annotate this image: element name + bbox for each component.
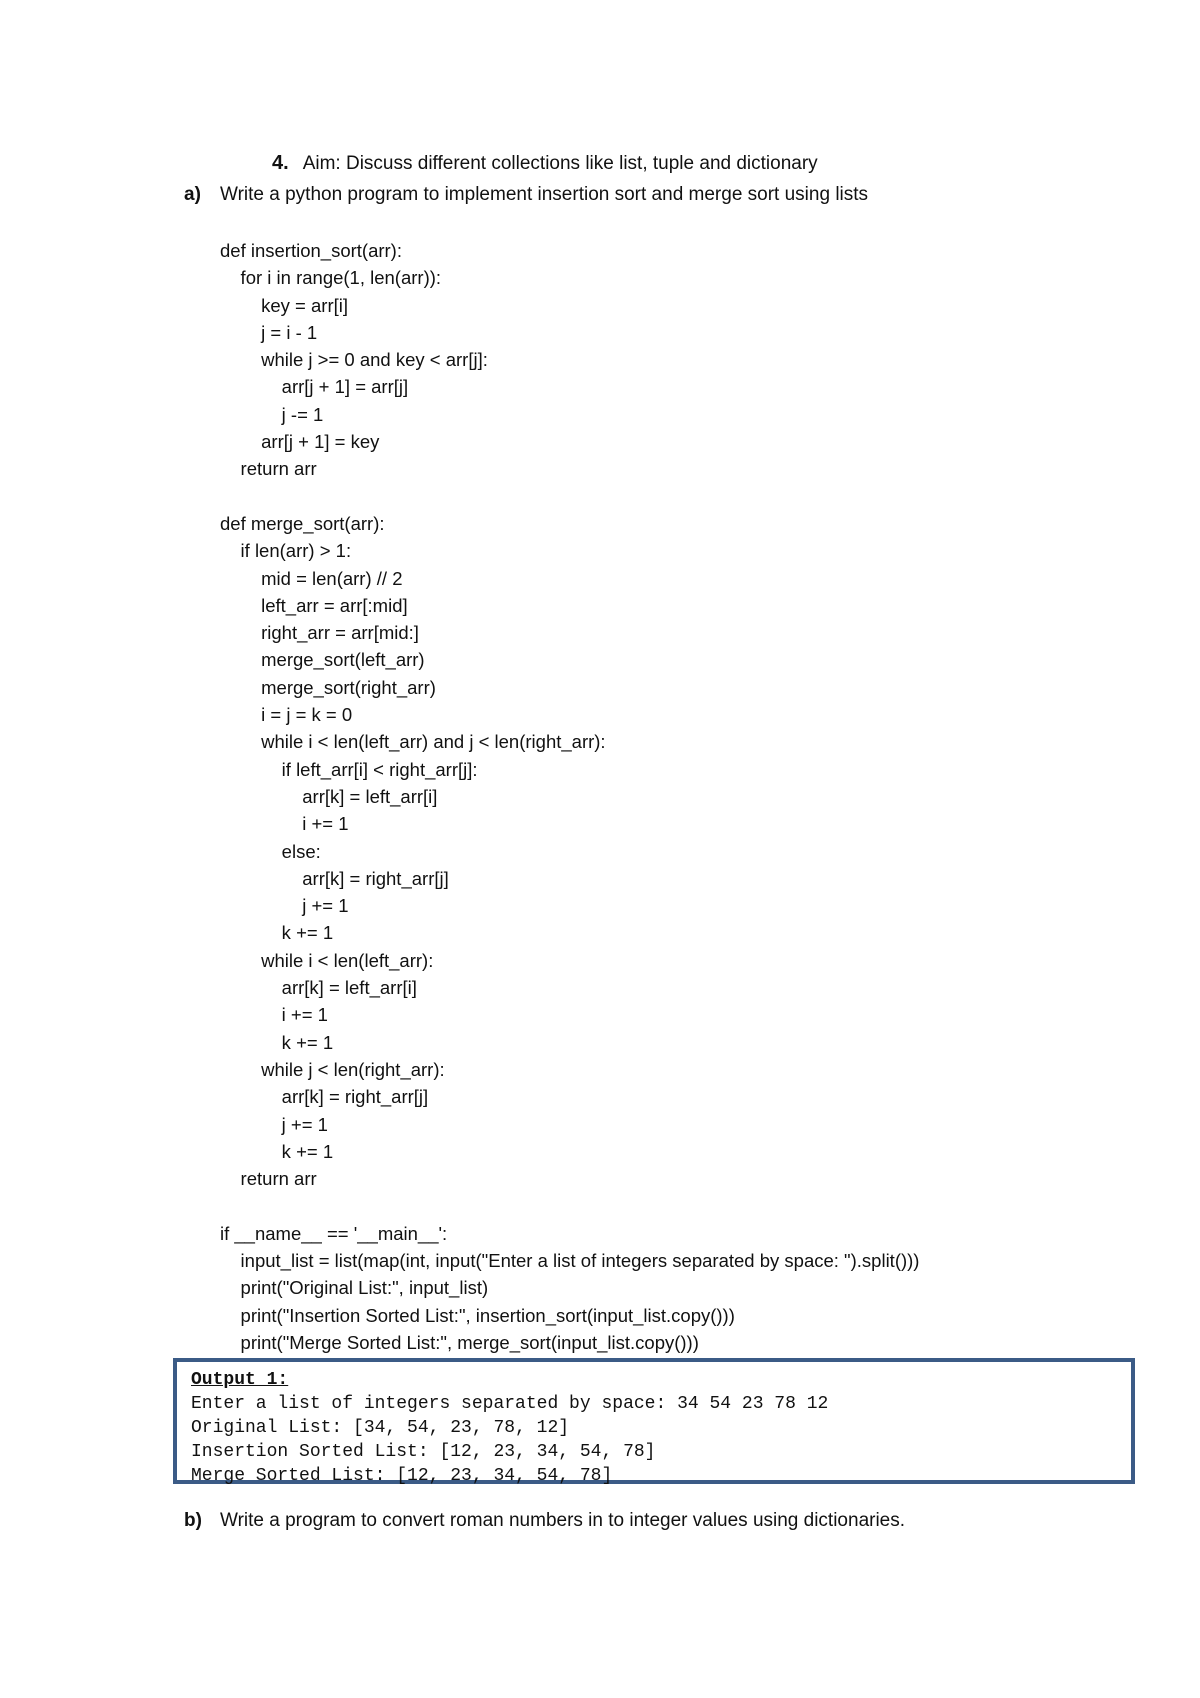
- output-box: [173, 1358, 1135, 1484]
- code-line: right_arr = arr[mid:]: [220, 622, 419, 644]
- code-line: print("Insertion Sorted List:", insertion_sort(input_list.copy())): [220, 1304, 735, 1326]
- code-line: k += 1: [220, 1140, 334, 1162]
- code-line: while i < len(left_arr) and j < len(right_arr):: [220, 731, 606, 753]
- code-line: while j < len(right_arr):: [220, 1058, 445, 1080]
- output-title: Output 1:: [191, 1370, 289, 1390]
- question-a: [184, 182, 868, 208]
- output-line: Enter a list of integers separated by space: 34 54 23 78 12: [191, 1394, 829, 1414]
- code-line: key = arr[i]: [220, 294, 348, 316]
- code-line: i += 1: [220, 813, 349, 835]
- code-line: k += 1: [220, 922, 334, 944]
- aim-text: Aim: Discuss different collections like list, tuple and dictionary: [302, 153, 818, 174]
- code-line: left_arr = arr[:mid]: [220, 594, 408, 616]
- question-a-label: a): [184, 184, 201, 205]
- code-line: while j >= 0 and key < arr[j]:: [220, 349, 488, 371]
- code-line: def insertion_sort(arr):: [220, 240, 402, 261]
- code-line: else:: [220, 840, 321, 862]
- code-line: arr[j + 1] = key: [220, 431, 380, 453]
- code-line: mid = len(arr) // 2: [220, 567, 403, 589]
- code-line: arr[j + 1] = arr[j]: [220, 376, 409, 398]
- code-line: for i in range(1, len(arr)):: [220, 267, 442, 289]
- code-line: j -= 1: [220, 403, 324, 425]
- code-line: if left_arr[i] < right_arr[j]:: [220, 758, 478, 780]
- code-line: [220, 483, 919, 510]
- code-line: j += 1: [220, 1113, 328, 1135]
- output-line: Insertion Sorted List: [12, 23, 34, 54, 78]: [191, 1442, 656, 1462]
- question-b: [184, 1508, 905, 1534]
- code-line: def merge_sort(arr):: [220, 512, 385, 534]
- code-line: if len(arr) > 1:: [220, 540, 352, 562]
- code-line: i += 1: [220, 1004, 328, 1026]
- code-line: print("Merge Sorted List:", merge_sort(input_list.copy())): [220, 1331, 699, 1353]
- section-number: 4.: [272, 152, 289, 174]
- question-b-label: b): [184, 1510, 202, 1531]
- code-line: return arr: [220, 1168, 317, 1190]
- code-line: j += 1: [220, 895, 349, 917]
- code-line: i = j = k = 0: [220, 704, 353, 726]
- code-line: k += 1: [220, 1031, 334, 1053]
- code-line: arr[k] = left_arr[i]: [220, 977, 417, 999]
- code-line: arr[k] = right_arr[j]: [220, 1086, 429, 1108]
- code-line: [220, 1192, 919, 1219]
- code-block: [220, 237, 919, 1356]
- code-line: merge_sort(right_arr): [220, 676, 436, 698]
- code-line: arr[k] = left_arr[i]: [220, 785, 438, 807]
- output-line: Merge Sorted List: [12, 23, 34, 54, 78]: [191, 1466, 613, 1486]
- output-line: Original List: [34, 54, 23, 78, 12]: [191, 1418, 570, 1438]
- code-line: if __name__ == '__main__':: [220, 1222, 448, 1244]
- code-line: merge_sort(left_arr): [220, 649, 425, 671]
- code-line: return arr: [220, 458, 317, 480]
- code-line: input_list = list(map(int, input("Enter a list of integers separated by space: ").split())): [220, 1249, 920, 1271]
- question-b-text: Write a program to convert roman numbers in to integer values using dictionaries.: [220, 1510, 906, 1531]
- code-line: arr[k] = right_arr[j]: [220, 867, 449, 889]
- code-line: print("Original List:", input_list): [220, 1277, 489, 1299]
- question-a-text: Write a python program to implement insertion sort and merge sort using lists: [220, 184, 869, 205]
- code-line: while i < len(left_arr):: [220, 949, 434, 971]
- code-line: j = i - 1: [220, 321, 318, 343]
- aim-heading: [272, 150, 818, 177]
